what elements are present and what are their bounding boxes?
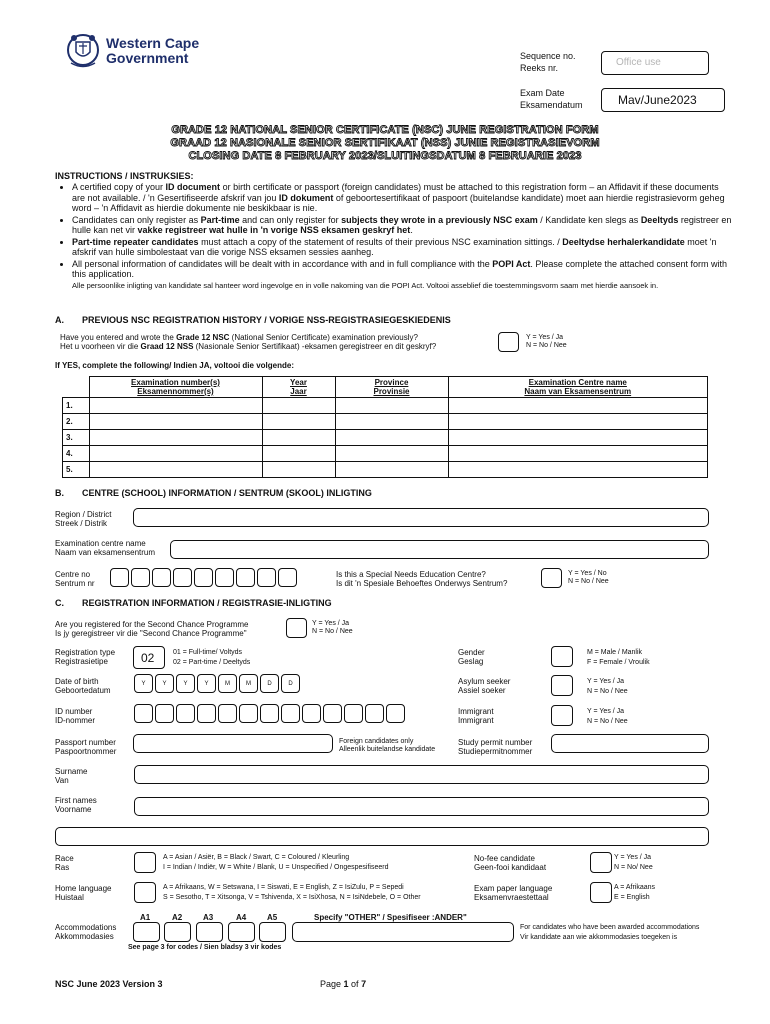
asylum-label: Asylum seeker Assiel soeker	[458, 677, 511, 695]
acc-col-a4: A4	[236, 913, 247, 922]
reg-type-field[interactable]	[133, 646, 165, 669]
paper-lang-label: Exam paper language Eksamenvraestettaal	[474, 884, 553, 902]
table-row: 5.	[63, 462, 708, 478]
acc-a1-box[interactable]	[133, 922, 160, 942]
paper-lang-box[interactable]	[590, 882, 612, 903]
acc-see-page: See page 3 for codes / Sien bladsy 3 vir kodes	[128, 944, 282, 951]
centre-no-cell[interactable]	[236, 568, 255, 587]
instruction-item: • Part-time repeater candidates must attach a copy of the statement of results of their previous NSC examination sittings. / Deeltydse herhalerkandidate moet 'n afskrif van hulle simbolestaat van die vorige NSS eksamen sessies aanheg.	[72, 237, 732, 258]
col-exam-number: Examination number(s) Eksamennommer(s)	[89, 377, 262, 398]
id-cell[interactable]	[239, 704, 258, 723]
id-cell[interactable]	[386, 704, 405, 723]
centre-no-cell[interactable]	[131, 568, 150, 587]
dob-cell[interactable]: M	[239, 674, 258, 693]
table-row: 2.	[63, 414, 708, 430]
col-province: Province Provinsie	[335, 377, 448, 398]
id-cell[interactable]	[218, 704, 237, 723]
home-lang-label: Home language Huistaal	[55, 884, 112, 902]
acc-label: Accommodations Akkommodasies	[55, 923, 117, 941]
immigrant-box[interactable]	[551, 705, 573, 726]
dob-cell[interactable]: Y	[134, 674, 153, 693]
id-cell[interactable]	[323, 704, 342, 723]
acc-note: For candidates who have been awarded accommodations Vir kandidate aan wie akkommodasies toegeken is	[520, 924, 700, 941]
race-box[interactable]	[134, 852, 156, 873]
passport-field[interactable]	[133, 734, 333, 753]
immigrant-legend: Y = Yes / Ja N = No / Nee	[587, 708, 628, 725]
centre-no-label: Centre no Sentrum nr	[55, 570, 95, 588]
race-label: Race Ras	[55, 854, 74, 872]
acc-col-a5: A5	[267, 913, 278, 922]
surname-field[interactable]	[134, 765, 709, 784]
acc-col-a2: A2	[172, 913, 183, 922]
instruction-item: • Candidates can only register as Part-time and can only register for subjects they wrote in a previously NSC exam / Kandidate ken slegs as Deeltyds registreer en hulle kan net vir vakke registreer wat hulle in 'n vorige NSS eksamen geskryf het.	[72, 215, 732, 236]
id-cell[interactable]	[155, 704, 174, 723]
table-row: 4.	[63, 446, 708, 462]
table-row: 1.	[63, 398, 708, 414]
dob-cell[interactable]: D	[281, 674, 300, 693]
gender-box[interactable]	[551, 646, 573, 667]
foreign-note: Foreign candidates only Alleenlik buitelandse kandidate	[339, 738, 436, 753]
centre-no-cell[interactable]	[257, 568, 276, 587]
table-header-row	[63, 377, 708, 398]
second-chance-yn-box[interactable]	[286, 618, 307, 638]
acc-col-a3: A3	[203, 913, 214, 922]
centre-no-cell[interactable]	[194, 568, 213, 587]
id-cell[interactable]	[344, 704, 363, 723]
previous-nsc-yn-box[interactable]	[498, 332, 519, 352]
first-names-label: First names Voorname	[55, 796, 97, 814]
section-a-title: PREVIOUS NSC REGISTRATION HISTORY / VORIGE NSS-REGISTRASIEGESKIEDENIS	[82, 315, 451, 325]
sequence-placeholder: Office use	[616, 57, 661, 68]
section-a-ifyes: If YES, complete the following/ Indien JA, voltooi die volgende:	[55, 361, 294, 370]
passport-label: Passport number Paspoortnommer	[55, 738, 117, 756]
centre-no-cell[interactable]	[173, 568, 192, 587]
id-cell[interactable]	[197, 704, 216, 723]
paper-lang-legend: A = Afrikaans E = English	[614, 884, 656, 901]
reg-type-options: 01 = Full-time/ Voltyds 02 = Part-time / Deeltyds	[173, 649, 251, 666]
logo-line2: Government	[106, 50, 189, 66]
acc-a5-box[interactable]	[259, 922, 286, 942]
instructions-heading: INSTRUCTIONS / INSTRUKSIES:	[55, 171, 194, 181]
instruction-item: • A certified copy of your ID document or birth certificate or passport (foreign candidates) must be attached to this registration form – an Affidavit if these documents are not available. / 'n Gesertifiseerde afskrif van jou ID dokument of geboortesertifikaat of paspoort (buitelandse kandidate) moet aan hierdie registrasievorm geheg word – 'n Affidavit as hierdie dokumente nie beskikbaar is nie.	[72, 182, 732, 214]
table-row: 3.	[63, 430, 708, 446]
instruction-item: • All personal information of candidates will be dealt with in accordance with and in full compliance with the POPI Act. Please complete the attached consent form with this application. Alle persoonlike inligting van kandidate sal hanteer word ingevolge en in volle nakoming van die POPI Act. Voltooi asseblief die toestemmingsvorm saam met hierdie aansoek in.	[72, 259, 732, 290]
section-b-letter: B.	[55, 488, 64, 498]
second-chance-label: Are you registered for the Second Chance Programme Is jy geregistreer vir die "Second Chance Programme"	[55, 620, 249, 638]
home-lang-box[interactable]	[134, 882, 156, 903]
sequence-label: Sequence no. Reeks nr.	[520, 51, 576, 73]
home-lang-options: A = Afrikaans, W = Setswana, I = Siswati, E = English, Z = IsiZulu, P = Sepedi S = Sesotho, T = Xitsonga, V = Tshivenda, X = IsiXhosa, N = IsiNdebele, O = Other	[163, 884, 421, 901]
centre-no-cell[interactable]	[215, 568, 234, 587]
reg-type-label: Registration type Registrasietipe	[55, 648, 116, 666]
form-title: GRADE 12 NATIONAL SENIOR CERTIFICATE (NSC) JUNE REGISTRATION FORM GRAAD 12 NASIONALE SENIOR SERTIFIKAAT (NSS) JUNIE REGISTRASIEVORM CLOSING DATE 8 FEBRUARY 2023/SLUITINGSDATUM 8 FEBRUARIE 2023	[170, 124, 600, 162]
logo	[66, 30, 206, 70]
race-options: A = Asian / Asiër, B = Black / Swart, C = Coloured / Kleurling I = Indian / Indiër, W = White / Blank, U = Unspecified / Ongespesifiseerd	[163, 854, 389, 871]
immigrant-label: Immigrant Immigrant	[458, 707, 494, 725]
special-needs-yn-box[interactable]	[541, 568, 562, 588]
nofee-legend: Y = Yes / Ja N = No/ Nee	[614, 854, 653, 871]
nofee-box[interactable]	[590, 852, 612, 873]
section-a-letter: A.	[55, 315, 64, 325]
sequence-field[interactable]	[601, 51, 709, 75]
permit-label: Study permit number Studiepermitnommer	[458, 738, 533, 756]
second-chance-legend: Y = Yes / Ja N = No / Nee	[312, 620, 353, 635]
id-cell[interactable]	[365, 704, 384, 723]
acc-a2-box[interactable]	[164, 922, 191, 942]
asylum-box[interactable]	[551, 675, 573, 696]
dob-cell[interactable]: M	[218, 674, 237, 693]
section-a-question: Have you entered and wrote the Grade 12 NSC (National Senior Certificate) examination previously? Het u voorheen vir die Graad 12 NSS (Nasionale Senior Sertifikaat) -eksamen geregistreer en dit geskryf?	[60, 333, 437, 351]
dob-cell[interactable]: Y	[197, 674, 216, 693]
reg-type-value: 02	[141, 651, 155, 665]
col-year: Year Jaar	[262, 377, 335, 398]
instructions-list	[58, 182, 732, 291]
exam-date-field[interactable]	[601, 88, 725, 112]
footer-page: Page 1 of 7	[320, 979, 367, 989]
id-label: ID number ID-nommer	[55, 707, 96, 725]
gender-label: Gender Geslag	[458, 648, 485, 666]
section-b-title: CENTRE (SCHOOL) INFORMATION / SENTRUM (SKOOL) INLIGTING	[82, 488, 372, 498]
id-cell[interactable]	[134, 704, 153, 723]
first-names-field-2[interactable]	[55, 827, 709, 846]
special-needs-legend: Y = Yes / No N = No / Nee	[568, 570, 609, 585]
centre-no-cell[interactable]	[110, 568, 129, 587]
surname-label: Surname Van	[55, 767, 88, 785]
dob-cells[interactable]	[134, 674, 300, 693]
centre-no-cell[interactable]	[152, 568, 171, 587]
dob-label: Date of birth Geboortedatum	[55, 677, 111, 695]
acc-col-a1: A1	[140, 913, 151, 922]
special-needs-question: Is this a Special Needs Education Centre? Is dit 'n Spesiale Behoeftes Onderwys Sentrum?	[336, 570, 508, 588]
section-c-letter: C.	[55, 598, 64, 608]
col-centre-name: Examination Centre name Naam van Eksamensentrum	[448, 377, 708, 398]
acc-a3-box[interactable]	[196, 922, 223, 942]
acc-specify-label: Specify "OTHER" / Spesifiseer :ANDER"	[314, 913, 467, 922]
centre-name-field[interactable]	[170, 540, 709, 559]
id-cell[interactable]	[281, 704, 300, 723]
region-label: Region / District Streek / Distrik	[55, 510, 112, 528]
exam-date-label: Exam Date Eksamendatum	[520, 88, 583, 110]
dob-cell[interactable]: D	[260, 674, 279, 693]
first-names-field-1[interactable]	[134, 797, 709, 816]
permit-field[interactable]	[551, 734, 709, 753]
section-c-title: REGISTRATION INFORMATION / REGISTRASIE-INLIGTING	[82, 598, 332, 608]
exam-history-table	[62, 376, 708, 478]
dob-cell[interactable]: Y	[176, 674, 195, 693]
dob-cell[interactable]: Y	[155, 674, 174, 693]
centre-no-cells[interactable]	[110, 568, 297, 587]
acc-specify-field[interactable]	[292, 922, 514, 942]
acc-a4-box[interactable]	[228, 922, 255, 942]
section-a-yn-legend: Y = Yes / Ja N = No / Nee	[526, 334, 567, 349]
id-cell[interactable]	[176, 704, 195, 723]
coat-of-arms-icon	[66, 30, 100, 70]
centre-no-cell[interactable]	[278, 568, 297, 587]
asylum-legend: Y = Yes / Ja N = No / Nee	[587, 678, 628, 695]
gender-legend: M = Male / Manlik F = Female / Vroulik	[587, 649, 650, 666]
region-field[interactable]	[133, 508, 709, 527]
centre-name-label: Examination centre name Naam van eksamensentrum	[55, 539, 156, 557]
id-cell[interactable]	[260, 704, 279, 723]
id-cells[interactable]	[134, 704, 405, 723]
logo-line1: Western Cape	[106, 35, 200, 51]
footer-version: NSC June 2023 Version 3	[55, 979, 163, 989]
id-cell[interactable]	[302, 704, 321, 723]
exam-date-value: Mav/June2023	[618, 93, 697, 107]
nofee-label: No-fee candidate Geen-fooi kandidaat	[474, 854, 547, 872]
